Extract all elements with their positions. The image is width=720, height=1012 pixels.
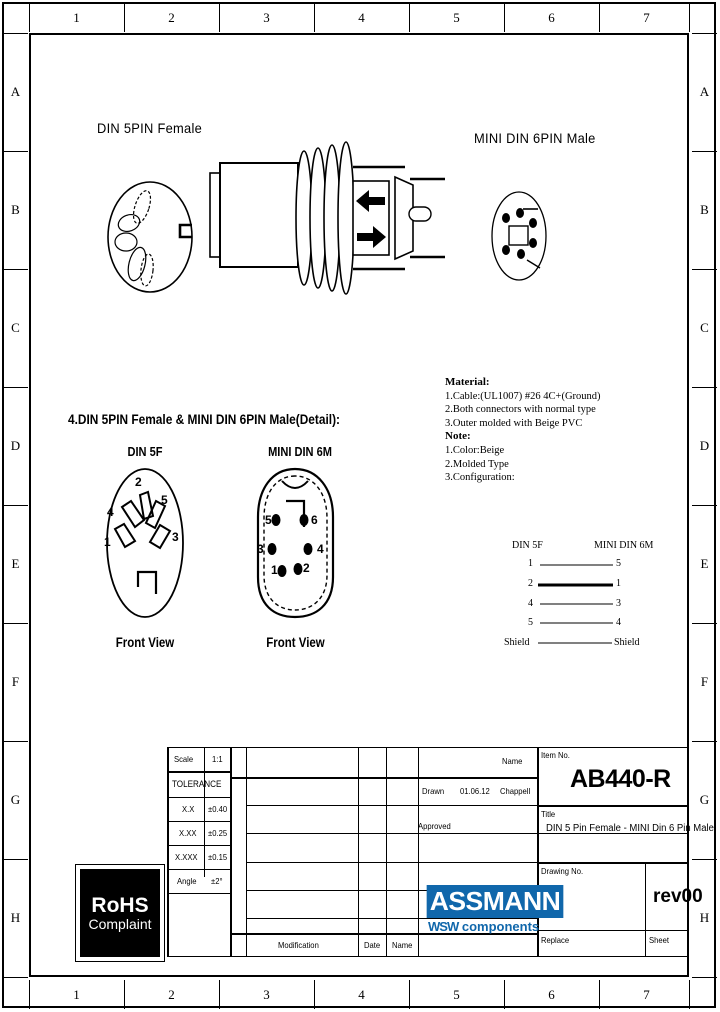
zone-tick-bottom-4 <box>314 980 315 1009</box>
drawn-label: Drawn <box>422 786 445 796</box>
zone-row-a-right: A <box>699 84 710 99</box>
zone-tick-left-2 <box>3 151 28 152</box>
zone-col-6-top: 6 <box>548 9 555 25</box>
material-line-1: 1.Cable:(UL1007) #26 4C+(Ground) <box>445 390 601 402</box>
tb-h5 <box>167 869 231 870</box>
minidin6m-pin-3: 3 <box>257 542 264 556</box>
zone-col-2-top: 2 <box>168 9 175 25</box>
zone-row-d-right: D <box>699 438 710 453</box>
zone-row-c-left: C <box>11 320 20 335</box>
rohs-badge <box>75 864 165 962</box>
tb-v1 <box>204 747 205 877</box>
wiring-row-2-right: 1 <box>616 578 621 589</box>
zone-tick-bottom-2 <box>124 980 125 1009</box>
zone-row-f-right: F <box>700 674 709 689</box>
tb-h2 <box>167 797 231 798</box>
zone-col-6-bottom: 6 <box>548 986 555 1002</box>
zone-tick-bottom-5 <box>409 980 410 1009</box>
zone-tick-top-4 <box>314 3 315 32</box>
zone-row-h-left: H <box>10 910 21 925</box>
title-value: DIN 5 Pin Female - MINI Din 6 Pin Male <box>546 823 714 834</box>
assmann-tagline-components: components <box>461 919 540 934</box>
zone-tick-bottom-6 <box>504 980 505 1009</box>
scale-label: Scale <box>174 754 194 764</box>
din5f-pin-4: 4 <box>107 505 114 519</box>
zone-tick-right-4 <box>692 387 717 388</box>
drawn-name: Chappell <box>500 786 531 796</box>
wiring-row-4-right: 4 <box>616 617 621 628</box>
minidin6m-pin-1: 1 <box>271 563 278 577</box>
zone-col-5-bottom: 5 <box>453 986 460 1002</box>
zone-tick-right-2 <box>692 151 717 152</box>
zone-col-7-top: 7 <box>643 9 650 25</box>
zone-tick-right-9 <box>692 977 717 978</box>
zone-tick-left-6 <box>3 623 28 624</box>
zone-col-3-bottom: 3 <box>263 986 270 1002</box>
din5f-pin-1: 1 <box>104 535 111 549</box>
zone-tick-top-2 <box>124 3 125 32</box>
tb-h6 <box>167 893 231 894</box>
tolerance-dim-1: X.X <box>182 804 195 814</box>
zone-col-7-bottom: 7 <box>643 986 650 1002</box>
replace-label: Replace <box>541 935 570 945</box>
wiring-row-3-left: 4 <box>528 598 533 609</box>
zone-row-h-right: H <box>699 910 710 925</box>
wiring-row-5-left: Shield <box>504 637 530 648</box>
din-5pin-female-label: DIN 5PIN Female <box>97 120 203 136</box>
zone-tick-top-1 <box>29 3 30 32</box>
tb-h18 <box>537 862 689 864</box>
title-label: Title <box>541 809 556 819</box>
tolerance-label: TOLERANCE <box>172 779 222 789</box>
din5f-pin-2: 2 <box>135 475 142 489</box>
zone-col-4-bottom: 4 <box>358 986 365 1002</box>
note-heading: Note: <box>445 430 471 443</box>
drawing-no-label: Drawing No. <box>541 866 584 876</box>
minidin6m-pin-4: 4 <box>317 542 324 556</box>
zone-row-g-left: G <box>10 792 21 807</box>
note-line-2: 2.Molded Type <box>445 458 509 470</box>
wiring-left-header: DIN 5F <box>512 540 543 551</box>
assmann-tagline-wsw: WSW <box>428 919 459 934</box>
zone-row-d-left: D <box>10 438 21 453</box>
zone-col-2-bottom: 2 <box>168 986 175 1002</box>
zone-tick-left-5 <box>3 505 28 506</box>
zone-tick-top-6 <box>504 3 505 32</box>
zone-row-c-right: C <box>700 320 709 335</box>
din5f-pin-5: 5 <box>161 493 168 507</box>
note-line-1: 1.Color:Beige <box>445 444 505 456</box>
tb-h14 <box>418 777 537 778</box>
zone-tick-top-5 <box>409 3 410 32</box>
din5f-face-drawing <box>95 180 215 295</box>
name-header-label: Name <box>502 756 523 766</box>
din5f-detail-drawing <box>98 465 193 625</box>
zone-tick-left-3 <box>3 269 28 270</box>
sheet-label: Sheet <box>649 935 669 945</box>
tolerance-dim-3: X.XXX <box>175 852 198 862</box>
revision-value: rev00 <box>653 886 703 907</box>
wiring-right-header: MINI DIN 6M <box>594 540 654 551</box>
modification-label: Modification <box>278 940 319 950</box>
tb-h1 <box>167 771 231 773</box>
material-line-3: 3.Outer molded with Beige PVC <box>445 417 583 429</box>
zone-row-f-left: F <box>11 674 20 689</box>
zone-tick-left-1 <box>3 33 28 34</box>
wiring-row-1-left: 1 <box>528 558 533 569</box>
minidin6m-pin-5: 5 <box>265 513 272 527</box>
tb-h3 <box>167 821 231 822</box>
zone-tick-right-1 <box>692 33 717 34</box>
note-line-3: 3.Configuration: <box>445 472 515 484</box>
material-heading: Material: <box>445 376 490 388</box>
zone-row-e-right: E <box>700 556 709 571</box>
zone-tick-right-3 <box>692 269 717 270</box>
zone-tick-bottom-1 <box>29 980 30 1009</box>
zone-row-g-right: G <box>699 792 710 807</box>
tolerance-dim-2: X.XX <box>179 828 197 838</box>
tolerance-val-1: ±0.40 <box>208 804 228 814</box>
material-note-block <box>445 376 601 485</box>
minidin6m-front-view-label: Front View <box>266 635 325 650</box>
zone-tick-top-3 <box>219 3 220 32</box>
rohs-line-2: Complaint <box>88 915 152 932</box>
zone-col-1-top: 1 <box>73 9 80 25</box>
minidin6m-pin-2: 2 <box>303 561 310 575</box>
material-line-2: 2.Both connectors with normal type <box>445 404 596 416</box>
wiring-row-2-left: 2 <box>528 578 533 589</box>
zone-tick-right-5 <box>692 505 717 506</box>
minidin6m-pin-6: 6 <box>311 513 318 527</box>
name-column-label: Name <box>392 940 413 950</box>
rohs-line-1: RoHS <box>91 893 149 917</box>
connector-assembly-side-view <box>205 145 455 305</box>
din5f-pin-3: 3 <box>172 530 179 544</box>
detail-left-title: DIN 5F <box>127 444 163 459</box>
tb-v8 <box>645 862 646 957</box>
zone-tick-right-6 <box>692 623 717 624</box>
zone-tick-left-4 <box>3 387 28 388</box>
zone-col-5-top: 5 <box>453 9 460 25</box>
wiring-row-5-right: Shield <box>614 637 640 648</box>
zone-tick-left-9 <box>3 977 28 978</box>
zone-tick-bottom-3 <box>219 980 220 1009</box>
zone-row-e-left: E <box>11 556 20 571</box>
date-column-label: Date <box>364 940 381 950</box>
mini-din6m-face-drawing <box>483 190 555 282</box>
tb-h10 <box>246 862 537 863</box>
zone-col-1-bottom: 1 <box>73 986 80 1002</box>
scale-value: 1:1 <box>212 754 223 764</box>
tb-h15 <box>418 805 537 806</box>
zone-tick-bottom-8 <box>689 980 690 1009</box>
zone-tick-top-7 <box>599 3 600 32</box>
tolerance-dim-4: Angle <box>177 876 197 886</box>
approved-label: Approved <box>418 821 451 831</box>
assmann-tagline <box>428 919 562 934</box>
detail-section-heading: 4.DIN 5PIN Female & MINI DIN 6PIN Male(Detail): <box>68 412 340 427</box>
item-no-label: Item No. <box>541 750 570 760</box>
zone-col-3-top: 3 <box>263 9 270 25</box>
assmann-wordmark: ASSMANN <box>427 885 564 918</box>
zone-tick-right-8 <box>692 859 717 860</box>
tolerance-val-3: ±0.15 <box>208 852 228 862</box>
zone-tick-right-7 <box>692 741 717 742</box>
zone-tick-left-8 <box>3 859 28 860</box>
wiring-row-4-left: 5 <box>528 617 533 628</box>
zone-row-b-left: B <box>11 202 20 217</box>
item-no-value: AB440-R <box>570 765 671 793</box>
assmann-logo <box>428 885 562 934</box>
tolerance-val-2: ±0.25 <box>208 828 228 838</box>
zone-tick-bottom-7 <box>599 980 600 1009</box>
detail-right-title: MINI DIN 6M <box>268 444 332 459</box>
tb-v0 <box>167 747 169 957</box>
drawn-date: 01.06.12 <box>460 786 490 796</box>
zone-tick-left-7 <box>3 741 28 742</box>
zone-col-4-top: 4 <box>358 9 365 25</box>
tb-h4 <box>167 845 231 846</box>
zone-row-a-left: A <box>10 84 21 99</box>
mini-din-6pin-male-label: MINI DIN 6PIN Male <box>474 130 596 146</box>
wiring-row-3-right: 3 <box>616 598 621 609</box>
zone-row-b-right: B <box>700 202 709 217</box>
wiring-connection-lines <box>500 552 650 652</box>
tb-h16 <box>537 805 689 807</box>
wiring-row-1-right: 5 <box>616 558 621 569</box>
zone-tick-top-8 <box>689 3 690 32</box>
din5f-front-view-label: Front View <box>115 635 175 650</box>
tb-h9 <box>246 833 537 834</box>
tolerance-val-4: ±2° <box>211 876 223 886</box>
